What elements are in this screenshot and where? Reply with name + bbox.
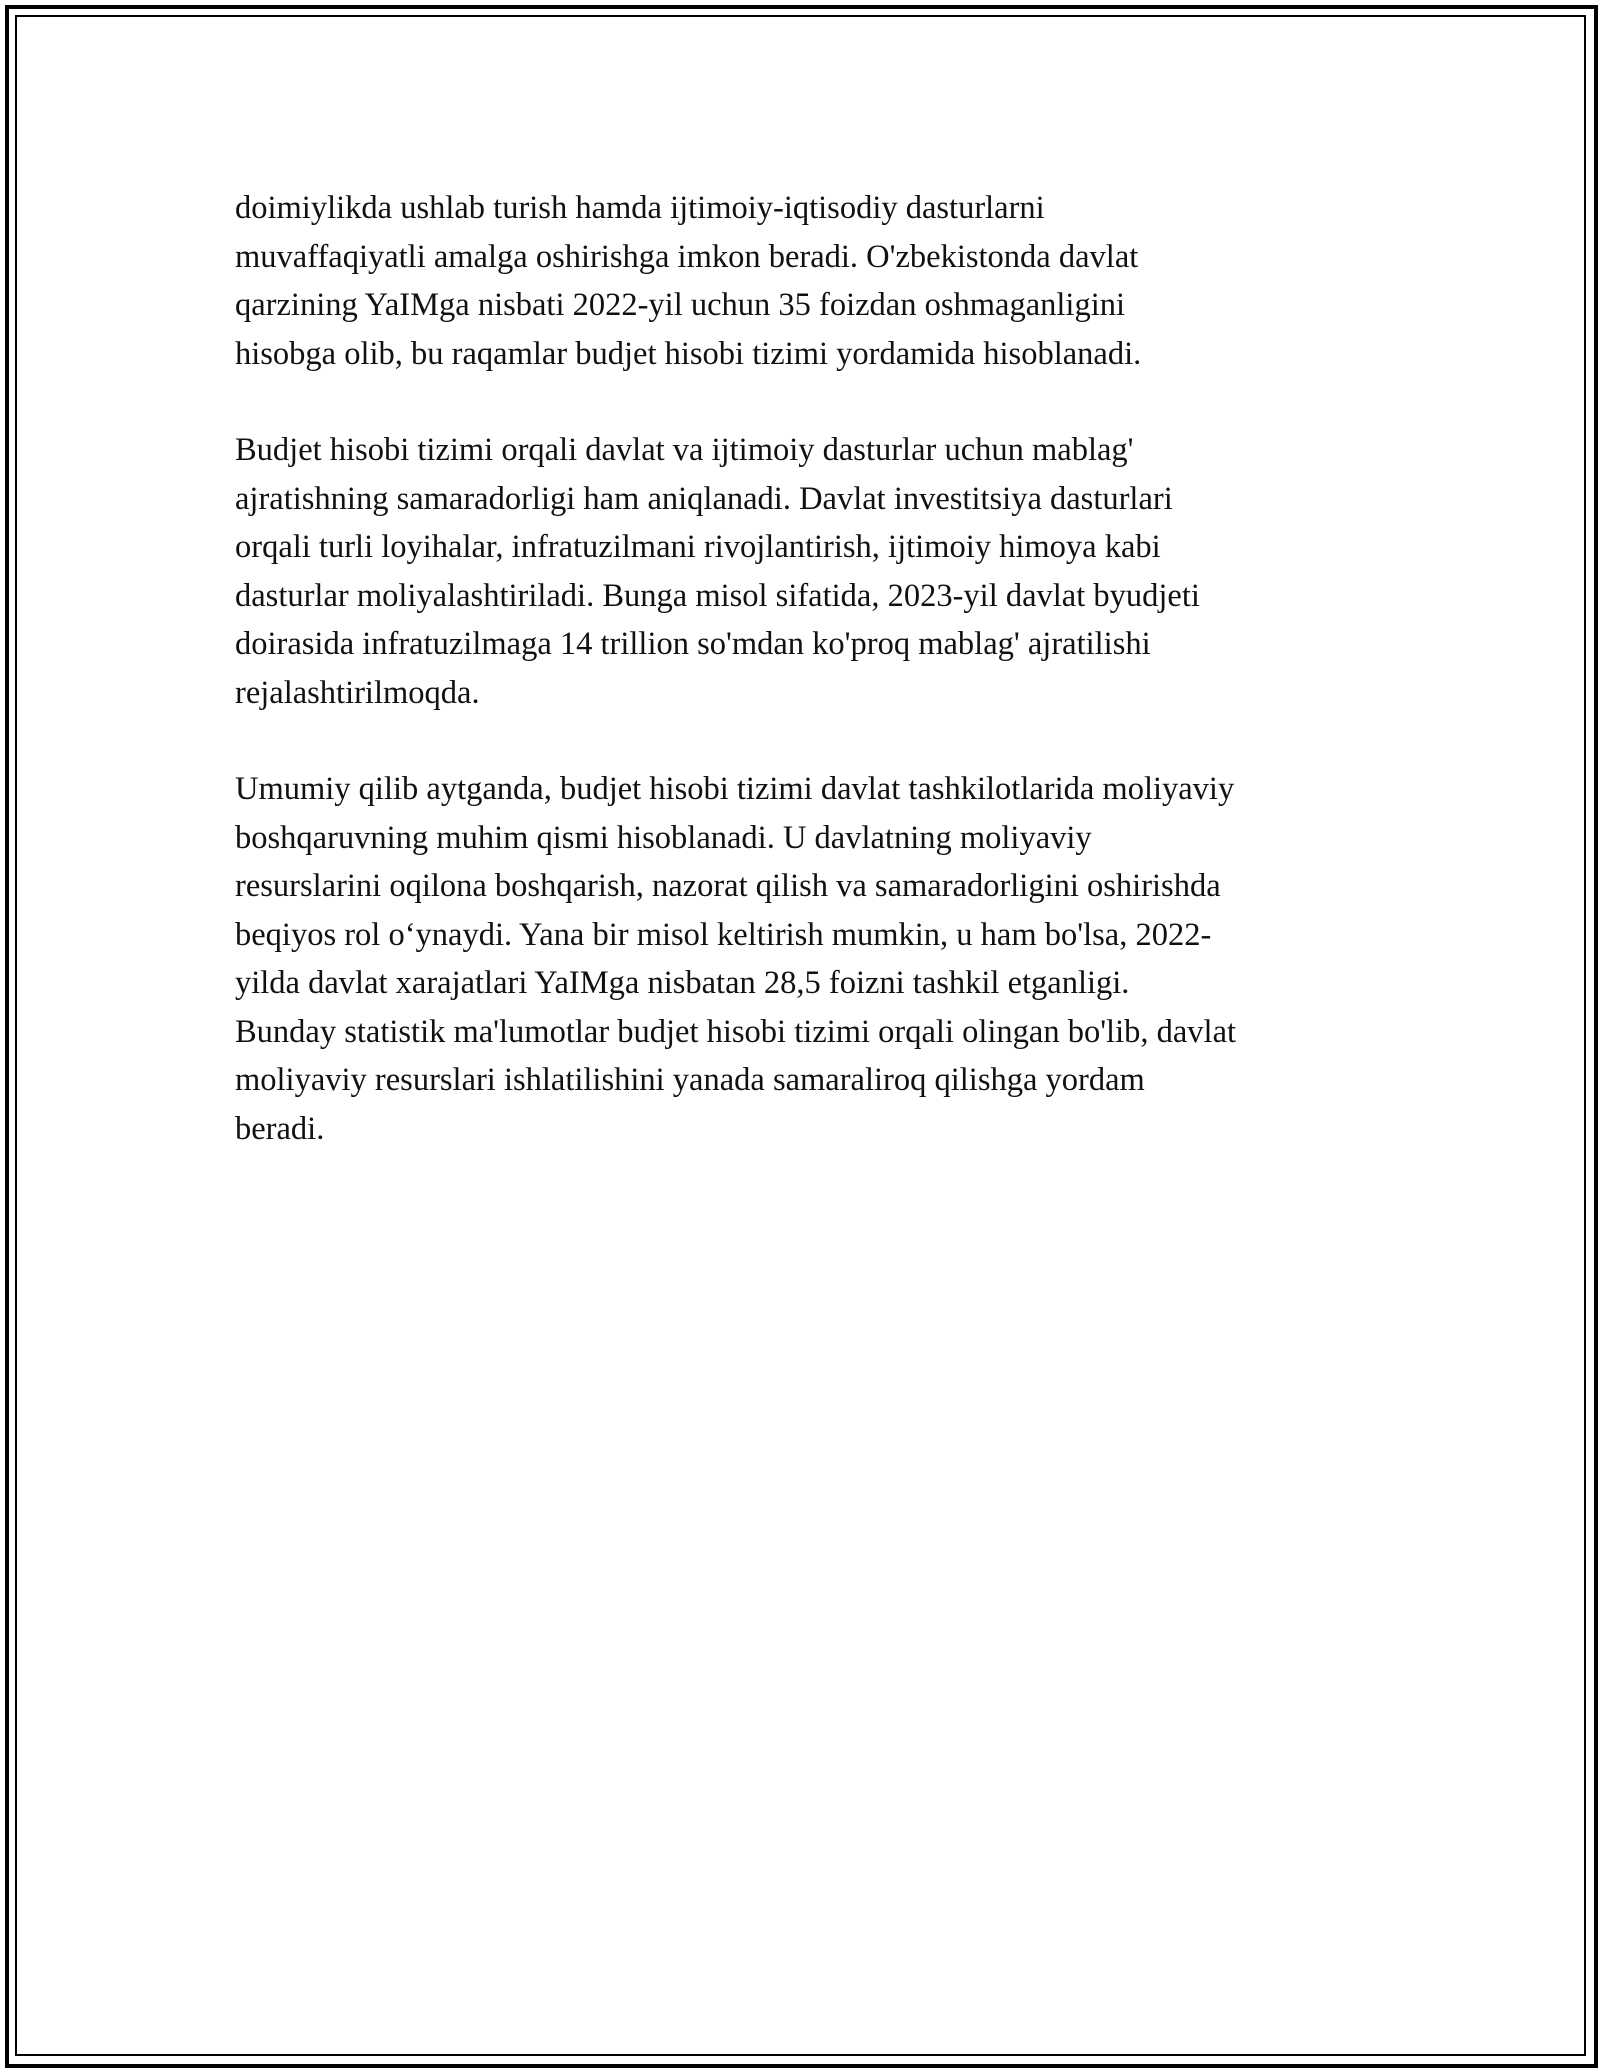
paragraph-3: Umumiy qilib aytganda, budjet hisobi tizimi davlat tashkilotlarida moliyaviy boshqaruvning muhim qismi hisoblanadi. U davlatning moliyaviy resurslarini oqilona boshqarish, nazorat qilish va samaradorligini oshirishda beqiyos rol o‘ynaydi. Yana bir misol keltirish mumkin, u ham bo'lsa, 2022- yilda davlat xarajatlari YaIMga nisbatan 28,5 foizni tashkil etganligi. Bunday statistik ma'lumotlar budjet hisobi tizimi orqali olingan bo'lib, davlat moliyaviy resurslari ishlatilishini yanada samaraliroq qilishga yordam beradi. xyxy=(235,771,1237,1147)
document-body xyxy=(235,184,1395,1201)
paragraph-2: Budjet hisobi tizimi orqali davlat va ijtimoiy dasturlar uchun mablag' ajratishning samaradorligi ham aniqlanadi. Davlat investitsiya dasturlari orqali turli loyihalar, infratuzilmani rivojlantirish, ijtimoiy himoya kabi dasturlar moliyalashtiriladi. Bunga misol sifatida, 2023-yil davlat byudjeti doirasida infratuzilmaga 14 trillion so'mdan ko'proq mablag' ajratilishi rejalashtirilmoqda. xyxy=(235,432,1200,711)
paragraph-1: doimiylikda ushlab turish hamda ijtimoiy-iqtisodiy dasturlarni muvaffaqiyatli amalga oshirishga imkon beradi. O'zbekistonda davlat qarzining YaIMga nisbati 2022-yil uchun 35 foizdan oshmaganligini hisobga olib, bu raqamlar budjet hisobi tizimi yordamida hisoblanadi. xyxy=(235,190,1142,372)
